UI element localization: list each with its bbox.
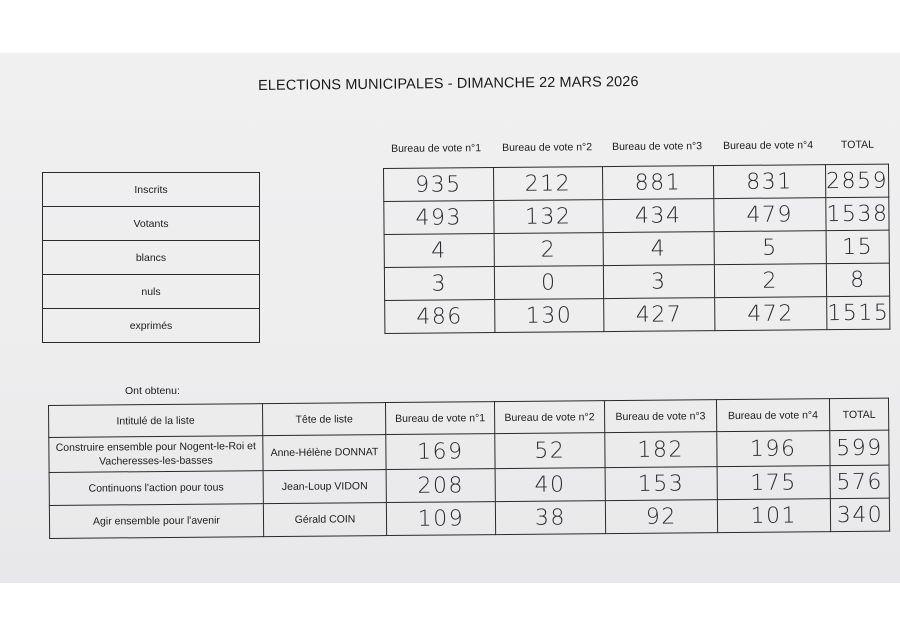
cell-blancs-b3: 4 <box>603 232 714 266</box>
cell-list2-b4: 175 <box>717 466 831 500</box>
cell-list3-b1: 109 <box>387 502 496 536</box>
list-head-3: Gérald COIN <box>263 503 387 537</box>
cell-list1-total: 599 <box>830 430 889 466</box>
row-label-blancs: blancs <box>43 241 260 275</box>
cell-list3-total: 340 <box>830 498 889 532</box>
cell-inscrits-total: 2859 <box>825 164 888 198</box>
cell-exprimes-total: 1515 <box>827 296 890 330</box>
cell-list1-b1: 169 <box>386 434 495 470</box>
results-header-bureau-2: Bureau de vote n°2 <box>494 401 605 434</box>
cell-nuls-b4: 2 <box>714 264 827 298</box>
cell-inscrits-b3: 881 <box>603 166 714 200</box>
col-header-bureau-2: Bureau de vote n°2 <box>501 141 593 154</box>
cell-nuls-b3: 3 <box>603 265 714 299</box>
row-label-inscrits: Inscrits <box>43 173 260 207</box>
cell-blancs-total: 15 <box>826 230 889 264</box>
cell-exprimes-b4: 472 <box>714 297 827 331</box>
cell-nuls-b1: 3 <box>384 267 494 301</box>
cell-list1-b3: 182 <box>605 432 717 468</box>
list-head-2: Jean-Loup VIDON <box>263 470 387 504</box>
cell-list3-b4: 101 <box>717 499 831 533</box>
results-header-head: Tête de liste <box>262 403 386 436</box>
cell-votants-total: 1538 <box>826 197 889 231</box>
cell-exprimes-b2: 130 <box>494 299 604 333</box>
cell-list2-b2: 40 <box>495 468 606 502</box>
results-table <box>48 398 890 539</box>
cell-nuls-total: 8 <box>826 263 889 297</box>
cell-votants-b3: 434 <box>603 199 714 233</box>
cell-votants-b2: 132 <box>493 200 603 234</box>
participation-labels-table <box>42 172 260 343</box>
row-label-votants: Votants <box>43 207 260 241</box>
cell-list3-b3: 92 <box>605 500 717 534</box>
list-name-1: Construire ensemble pour Nogent-le-Roi et Vacheresses-les-basses <box>49 436 263 473</box>
cell-exprimes-b1: 486 <box>385 300 495 334</box>
results-header-bureau-1: Bureau de vote n°1 <box>386 402 495 435</box>
cell-list3-b2: 38 <box>495 501 606 535</box>
col-header-bureau-1: Bureau de vote n°1 <box>390 142 482 155</box>
results-header-total: TOTAL <box>830 398 889 431</box>
page-title: ELECTIONS MUNICIPALES - DIMANCHE 22 MARS 2026 <box>258 74 639 94</box>
list-name-2: Continuons l'action pour tous <box>49 471 263 506</box>
results-section-label: Ont obtenu: <box>125 385 180 397</box>
results-header-bureau-3: Bureau de vote n°3 <box>605 400 717 433</box>
row-label-nuls: nuls <box>43 275 260 309</box>
cell-blancs-b1: 4 <box>384 234 494 268</box>
cell-blancs-b2: 2 <box>494 233 604 267</box>
cell-list1-b2: 52 <box>494 433 605 469</box>
cell-blancs-b4: 5 <box>714 231 827 265</box>
results-header-list: Intitulé de la liste <box>49 404 263 438</box>
cell-inscrits-b1: 935 <box>384 168 494 202</box>
list-name-3: Agir ensemble pour l'avenir <box>49 504 263 539</box>
cell-inscrits-b2: 212 <box>493 167 603 201</box>
list-head-1: Anne-Hélène DONNAT <box>263 435 387 471</box>
participation-values-table <box>383 164 890 334</box>
cell-votants-b4: 479 <box>713 198 826 232</box>
cell-list2-b3: 153 <box>605 467 717 501</box>
col-header-bureau-4: Bureau de vote n°4 <box>722 139 814 153</box>
table-row <box>49 498 889 538</box>
col-header-total: TOTAL <box>840 138 874 152</box>
row-label-exprimes: exprimés <box>43 309 260 343</box>
cell-list2-b1: 208 <box>386 469 495 503</box>
results-header-bureau-4: Bureau de vote n°4 <box>716 399 830 432</box>
cell-nuls-b2: 0 <box>494 266 604 300</box>
cell-list1-b4: 196 <box>716 431 830 467</box>
cell-list2-total: 576 <box>830 465 889 499</box>
col-header-bureau-3: Bureau de vote n°3 <box>611 140 703 154</box>
cell-inscrits-b4: 831 <box>713 165 826 199</box>
cell-exprimes-b3: 427 <box>604 298 715 332</box>
cell-votants-b1: 493 <box>384 201 494 235</box>
